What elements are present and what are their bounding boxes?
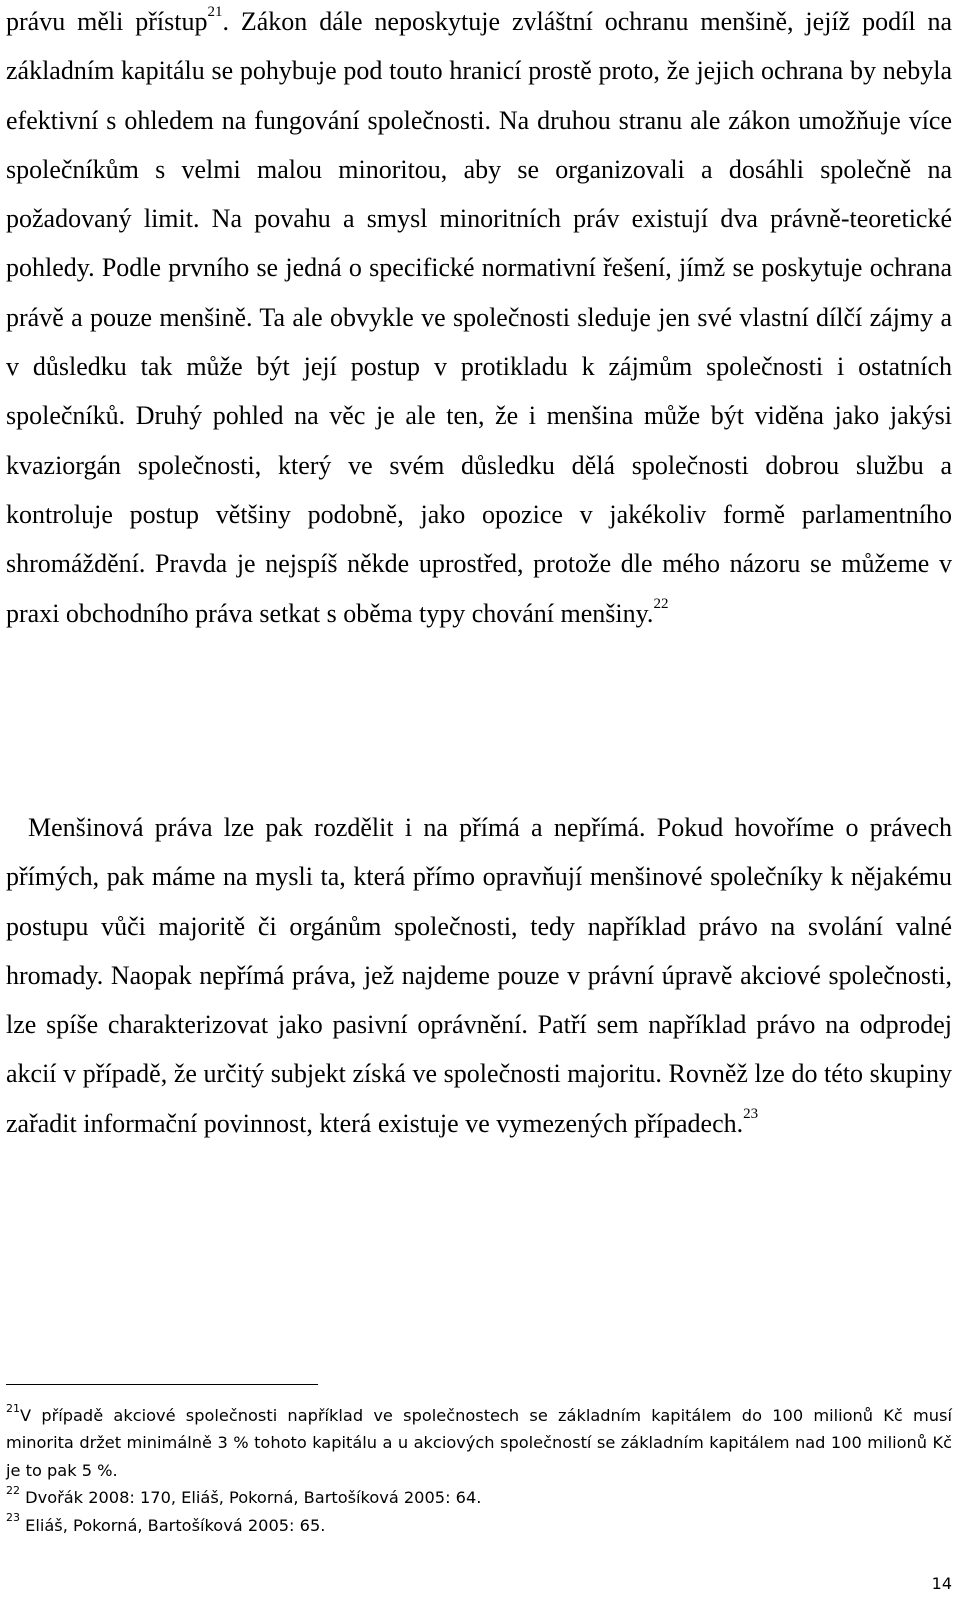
footnote-number: 22 [6, 1483, 20, 1497]
body-paragraph-2 [6, 803, 952, 1148]
footnote-21 [6, 1402, 952, 1484]
footnote-23 [6, 1512, 952, 1539]
footnote-number: 21 [6, 1401, 20, 1415]
footnote-text: V případě akciové společnosti například ve společnostech se základním kapitálem do 100 milionů Kč musí minorita držet minimálně 3 % tohoto kapitálu a u akciových společností se základním kapitálem nad 100 milionů Kč je to pak 5 %. [6, 1406, 952, 1480]
page-number: 14 [931, 1574, 952, 1593]
footnote-ref-22[interactable]: 22 [653, 595, 669, 612]
paragraph-1-text-start: právu měli přístup [6, 7, 208, 36]
footnotes-section [6, 1402, 952, 1539]
paragraph-1-text-main: . Zákon dále neposkytuje zvláštní ochranu menšině, jejíž podíl na základním kapitálu se pohybuje pod touto hranicí prostě proto, že jejich ochrana by nebyla efektivní s ohledem na fungování společnosti. Na druhou stranu ale zákon umožňuje více společníkům s velmi malou minoritou, aby se organizovali a dosáhli společně na požadovaný limit. Na povahu a smysl minoritních práv existují dva právně-teoretické pohledy. Podle prvního se jedná o specifické normativní řešení, jímž se poskytuje ochrana právě a pouze menšině. Ta ale obvykle ve společnosti sleduje jen své vlastní dílčí zájmy a v důsledku tak může být její postup v protikladu k zájmům společnosti i ostatních společníků. Druhý pohled na věc je ale ten, že i menšina může být viděna jako jakýsi kvaziorgán společnosti, který ve svém důsledku dělá společnosti dobrou službu a kontroluje postup většiny podobně, jako opozice v jakékoliv formě parlamentního shromáždění. Pravda je nejspíš někde uprostřed, protože dle mého názoru se můžeme v praxi obchodního práva setkat s oběma typy chování menšiny. [6, 7, 952, 628]
body-paragraph-1 [6, 0, 952, 638]
footnote-separator [6, 1384, 318, 1385]
footnote-ref-21[interactable]: 21 [207, 4, 223, 21]
paragraph-2-text: Menšinová práva lze pak rozdělit i na přímá a nepřímá. Pokud hovoříme o právech přímých, pak máme na mysli ta, která přímo opravňují menšinové společníky k nějakému postupu vůči majoritě či orgánům společnosti, tedy například právo na svolání valné hromady. Naopak nepřímá práva, jež najdeme pouze v právní úpravě akciové společnosti, lze spíše charakterizovat jako pasivní oprávnění. Patří sem například právo na odprodej akcií v případě, že určitý subjekt získá ve společnosti majoritu. Rovněž lze do této skupiny zařadit informační povinnost, která existuje ve vymezených případech. [6, 813, 952, 1138]
footnote-text: Eliáš, Pokorná, Bartošíková 2005: 65. [25, 1515, 326, 1535]
footnote-number: 23 [6, 1511, 20, 1525]
footnote-22 [6, 1484, 952, 1511]
footnote-text: Dvořák 2008: 170, Eliáš, Pokorná, Bartošíková 2005: 64. [25, 1488, 482, 1508]
footnote-ref-23[interactable]: 23 [743, 1106, 759, 1123]
